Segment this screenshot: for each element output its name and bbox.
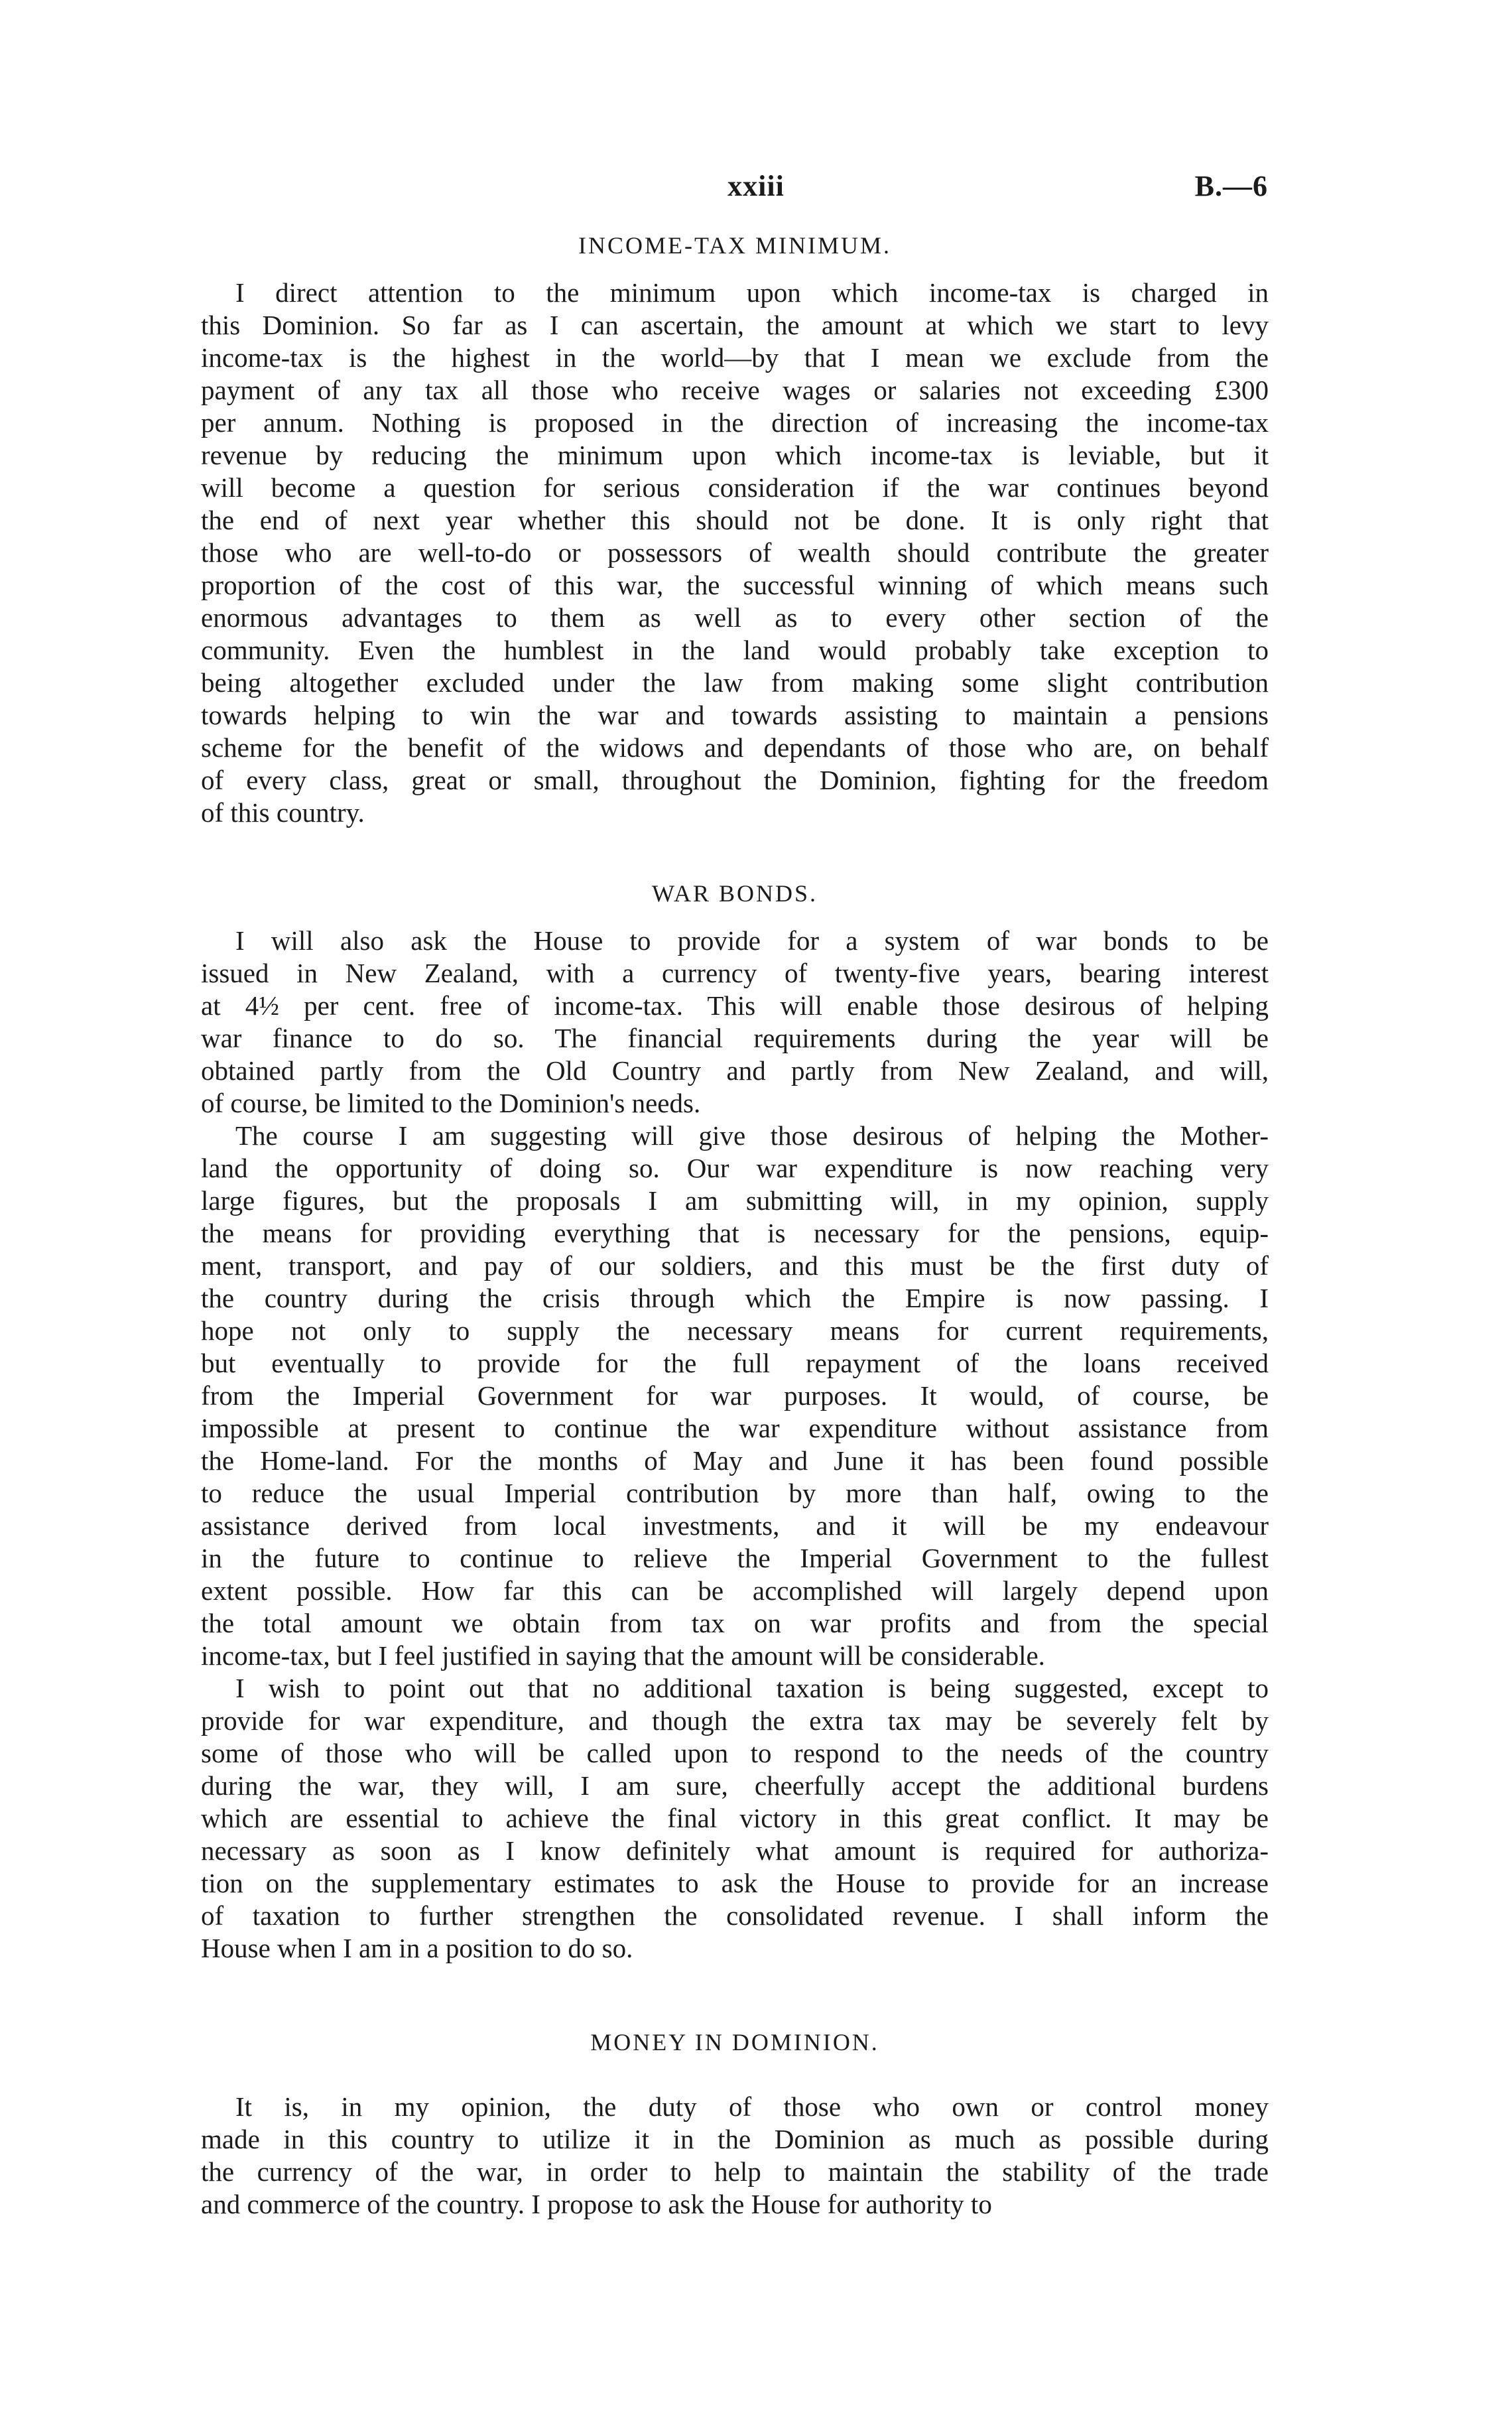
page-number: xxiii	[727, 170, 785, 202]
text-line: of course, be limited to the Dominion's needs.	[201, 1088, 701, 1118]
text-line: per annum. Nothing is proposed in the direction of increasing the income-tax	[201, 407, 1269, 438]
text-line: those who are well-to-do or possessors of wealth should contribute the greater	[201, 537, 1269, 568]
text-line: the country during the crisis through which the Empire is now passing. I	[201, 1283, 1269, 1313]
document-code: B.—6	[1194, 170, 1268, 202]
text-line: revenue by reducing the minimum upon which income-tax is leviable, but it	[201, 440, 1269, 470]
paragraph	[201, 1120, 1269, 1672]
text-line: being altogether excluded under the law from making some slight contribution	[201, 667, 1269, 698]
text-line: provide for war expenditure, and though the extra tax may be severely felt by	[201, 1705, 1269, 1736]
text-line: impossible at present to continue the war expenditure without assistance from	[201, 1413, 1269, 1443]
text-line: the Home-land. For the months of May and June it has been found possible	[201, 1445, 1269, 1476]
text-line: and commerce of the country. I propose to ask the House for authority to	[201, 2189, 992, 2219]
text-line: will become a question for serious consideration if the war continues beyond	[201, 472, 1269, 503]
text-line: from the Imperial Government for war purposes. It would, of course, be	[201, 1380, 1269, 1411]
heading-spacer	[201, 2059, 1269, 2091]
section-spacer	[201, 1965, 1269, 2026]
text-line: but eventually to provide for the full repayment of the loans received	[201, 1348, 1269, 1378]
text-line: land the opportunity of doing so. Our war expenditure is now reaching very	[201, 1153, 1269, 1183]
text-line: necessary as soon as I know definitely what amount is required for authoriza-	[201, 1835, 1269, 1866]
text-line: I wish to point out that no additional taxation is being suggested, except to	[235, 1673, 1269, 1703]
text-line: I direct attention to the minimum upon which income-tax is charged in	[235, 277, 1269, 308]
text-line: which are essential to achieve the final victory in this great conflict. It may be	[201, 1803, 1269, 1833]
heading-spacer	[201, 262, 1269, 277]
section-spacer	[201, 829, 1269, 877]
text-line: the end of next year whether this should not be done. It is only right that	[201, 505, 1269, 535]
paragraph	[201, 277, 1269, 829]
text-line: assistance derived from local investments, and it will be my endeavour	[201, 1510, 1269, 1541]
text-line: issued in New Zealand, with a currency of twenty-five years, bearing interest	[201, 958, 1269, 988]
text-line: war finance to do so. The financial requirements during the year will be	[201, 1023, 1269, 1053]
paragraph	[201, 925, 1269, 1120]
text-line: towards helping to win the war and towards assisting to maintain a pensions	[201, 700, 1269, 730]
section-heading: MONEY IN DOMINION.	[590, 2029, 879, 2055]
paragraph	[201, 2091, 1269, 2221]
paragraph	[201, 1672, 1269, 1965]
text-line: proportion of the cost of this war, the successful winning of which means such	[201, 570, 1269, 600]
text-line: made in this country to utilize it in the Dominion as much as possible during	[201, 2124, 1269, 2154]
text-line: income-tax, but I feel justified in saying that the amount will be considerable.	[201, 1640, 1045, 1671]
text-line: scheme for the benefit of the widows and dependants of those who are, on behalf	[201, 732, 1269, 763]
text-line: I will also ask the House to provide for a system of war bonds to be	[235, 925, 1269, 956]
text-line: of every class, great or small, throughout the Dominion, fighting for the freedom	[201, 765, 1269, 795]
text-line: this Dominion. So far as I can ascertain, the amount at which we start to levy	[201, 310, 1269, 340]
text-line: It is, in my opinion, the duty of those who own or control money	[235, 2091, 1269, 2122]
document-body	[201, 229, 1269, 2221]
text-line: enormous advantages to them as well as to every other section of the	[201, 602, 1269, 633]
text-line: The course I am suggesting will give those desirous of helping the Mother-	[235, 1120, 1269, 1151]
text-line: tion on the supplementary estimates to ask the House to provide for an increase	[201, 1868, 1269, 1898]
text-line: House when I am in a position to do so.	[201, 1933, 633, 1963]
text-line: of taxation to further strengthen the consolidated revenue. I shall inform the	[201, 1900, 1269, 1931]
text-line: during the war, they will, I am sure, cheerfully accept the additional burdens	[201, 1770, 1269, 1801]
text-line: at 4½ per cent. free of income-tax. This will enable those desirous of helping	[201, 990, 1269, 1021]
text-line: payment of any tax all those who receive wages or salaries not exceeding £300	[201, 375, 1269, 405]
text-line: large figures, but the proposals I am submitting will, in my opinion, supply	[201, 1185, 1269, 1216]
text-line: income-tax is the highest in the world—by that I mean we exclude from the	[201, 342, 1269, 373]
text-line: some of those who will be called upon to respond to the needs of the country	[201, 1738, 1269, 1768]
section-heading: WAR BONDS.	[651, 880, 818, 907]
section-heading: INCOME-TAX MINIMUM.	[578, 232, 892, 259]
text-line: extent possible. How far this can be accomplished will largely depend upon	[201, 1575, 1269, 1606]
text-line: the total amount we obtain from tax on war profits and from the special	[201, 1608, 1269, 1638]
text-line: of this country.	[201, 797, 365, 828]
text-line: in the future to continue to relieve the Imperial Government to the fullest	[201, 1543, 1269, 1573]
heading-spacer	[201, 910, 1269, 925]
text-line: community. Even the humblest in the land would probably take exception to	[201, 635, 1269, 665]
text-line: the currency of the war, in order to help to maintain the stability of the trade	[201, 2156, 1269, 2187]
text-line: hope not only to supply the necessary means for current requirements,	[201, 1315, 1269, 1346]
page-header	[0, 169, 1512, 209]
text-line: obtained partly from the Old Country and partly from New Zealand, and will,	[201, 1055, 1269, 1086]
text-line: the means for providing everything that is necessary for the pensions, equip-	[201, 1218, 1269, 1248]
text-line: ment, transport, and pay of our soldiers, and this must be the first duty of	[201, 1250, 1269, 1281]
text-line: to reduce the usual Imperial contribution by more than half, owing to the	[201, 1478, 1269, 1508]
